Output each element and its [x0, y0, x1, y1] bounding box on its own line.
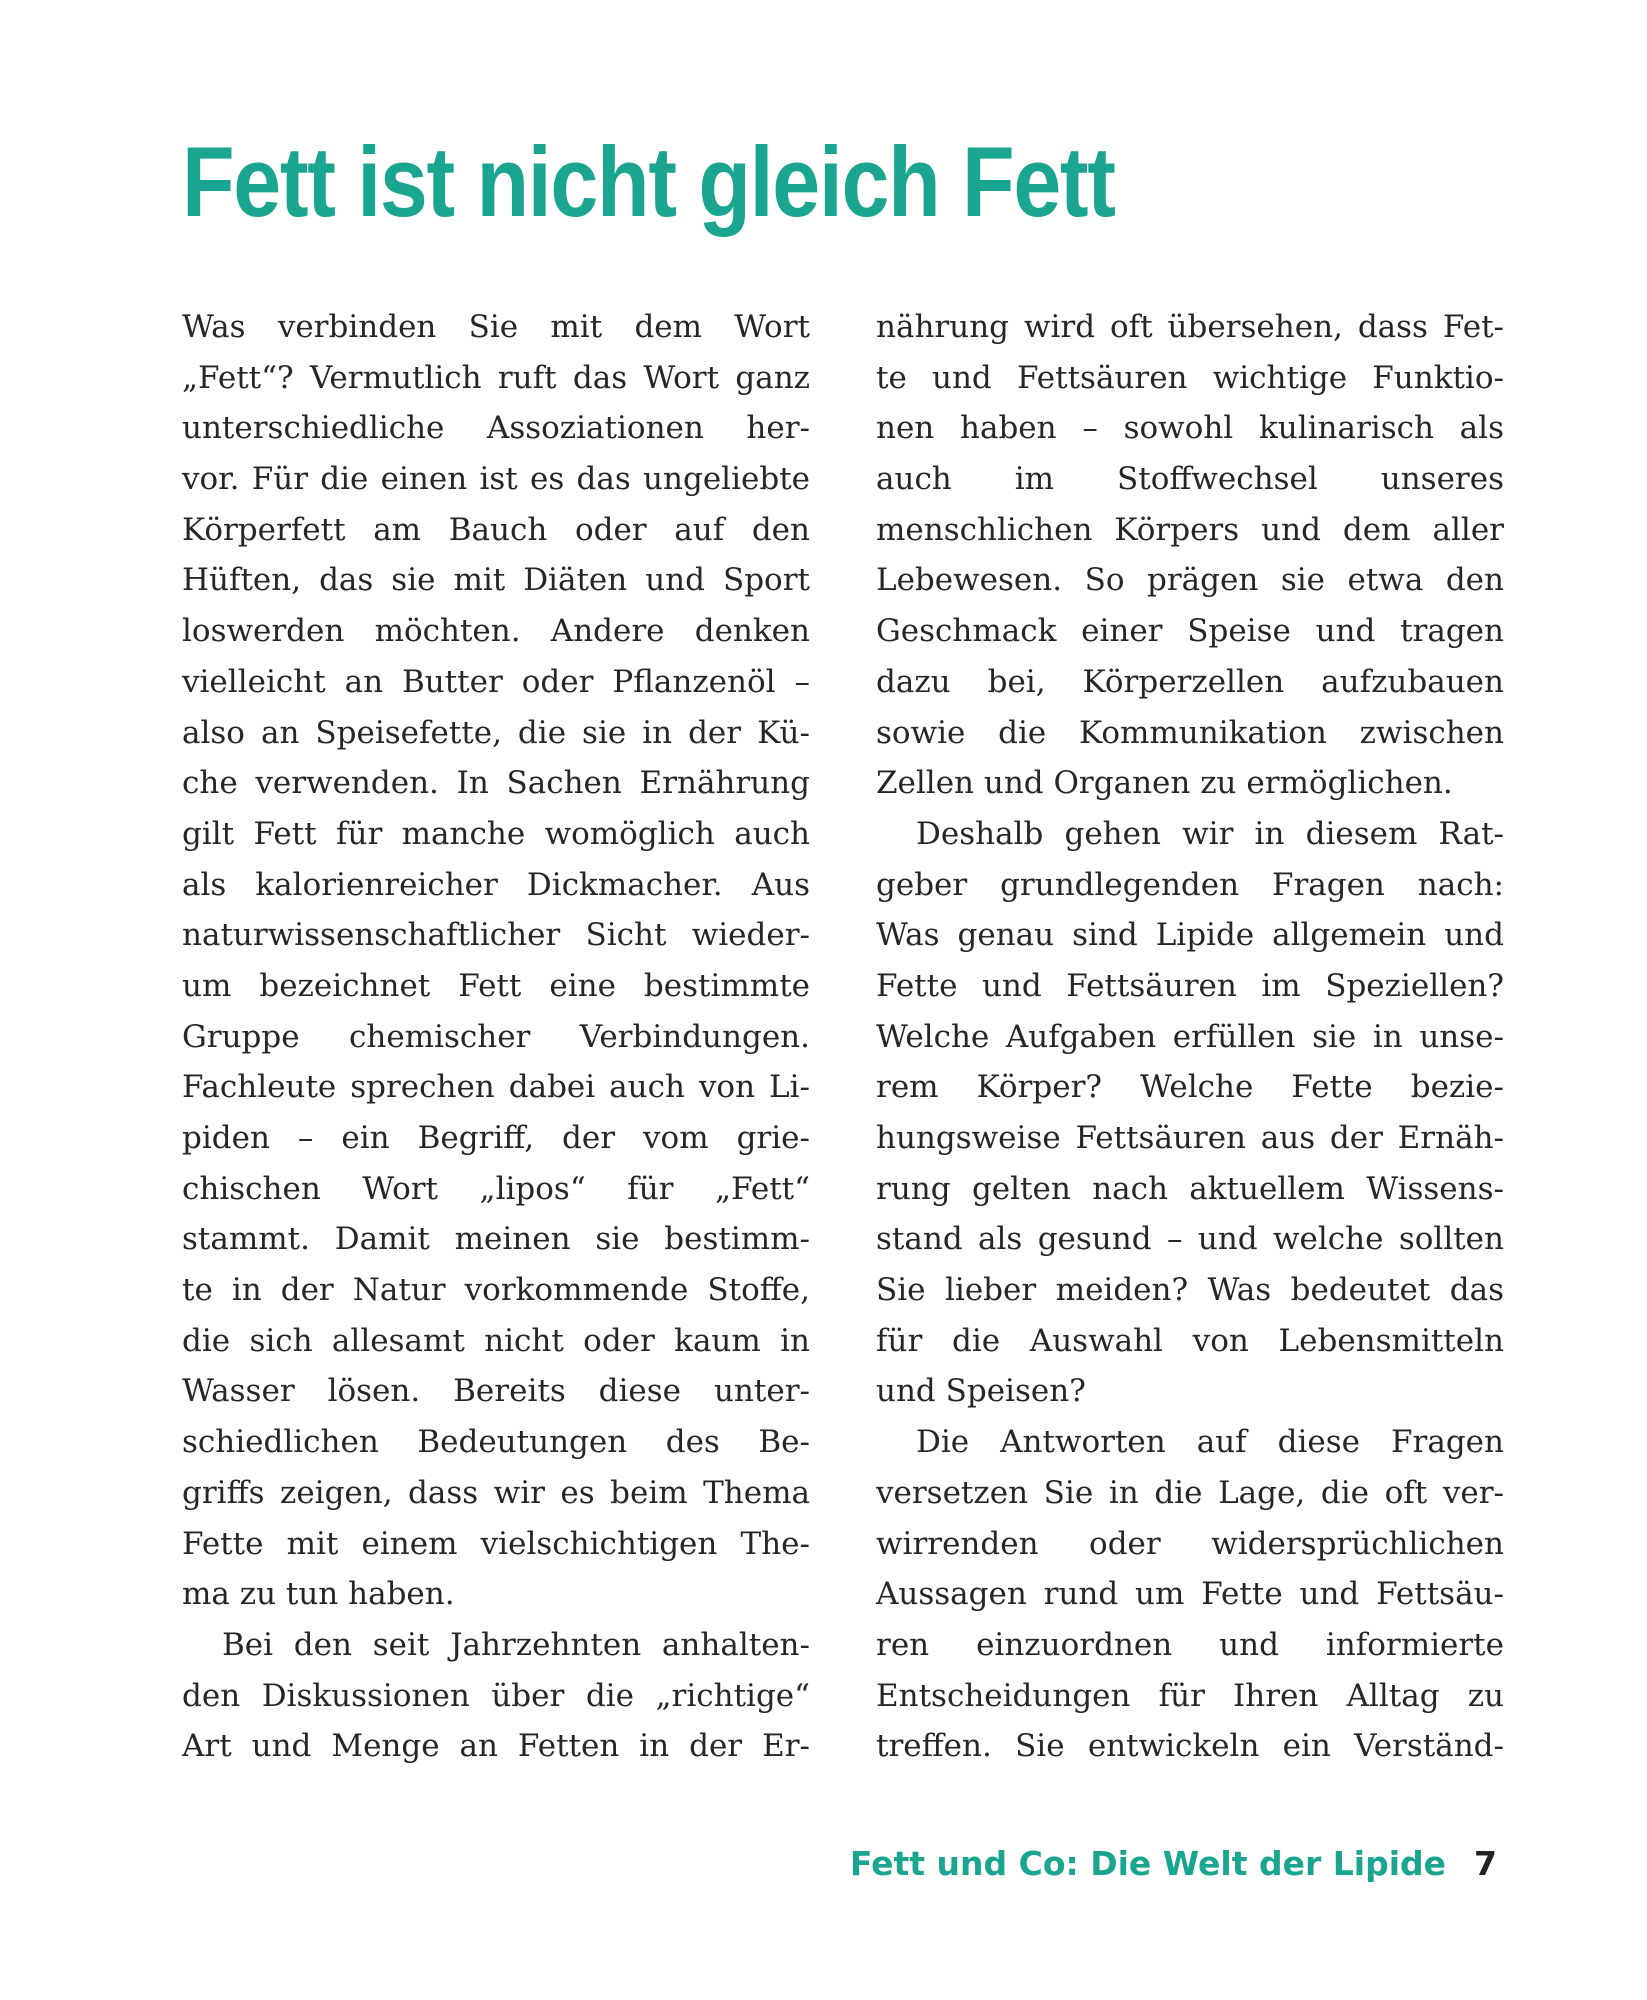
text-line: ma zu tun haben.	[182, 1576, 455, 1613]
text-line: den Diskussionen über die „richtige“	[182, 1677, 810, 1714]
text-line: also an Speisefette, die sie in der Kü-	[182, 714, 810, 751]
text-line: auch im Stoffwechsel unseres	[876, 461, 1504, 498]
text-line: Aussagen rund um Fette und Fettsäu-	[876, 1576, 1504, 1613]
text-line: Sie lieber meiden? Was bedeutet das	[876, 1272, 1504, 1309]
text-line: für die Auswahl von Lebensmitteln	[876, 1322, 1504, 1359]
text-column-right	[876, 302, 1504, 1772]
text-line: Was genau sind Lipide allgemein und	[876, 917, 1504, 954]
page-footer	[850, 1842, 1497, 1886]
text-line: che verwenden. In Sachen Ernährung	[182, 765, 810, 802]
text-line: Geschmack einer Speise und tragen	[876, 613, 1504, 650]
text-line: dazu bei, Körperzellen aufzubauen	[876, 663, 1504, 700]
text-line: Fette mit einem vielschichtigen The-	[182, 1525, 810, 1562]
text-line: Art und Menge an Fetten in der Er-	[182, 1728, 810, 1765]
text-line: Körperfett am Bauch oder auf den	[182, 511, 810, 548]
text-line: ren einzuordnen und informierte	[876, 1626, 1504, 1663]
text-line: menschlichen Körpers und dem aller	[876, 511, 1504, 548]
text-line: Welche Aufgaben erfüllen sie in unse-	[876, 1018, 1504, 1055]
text-line: Gruppe chemischer Verbindungen.	[182, 1018, 810, 1055]
text-line: piden – ein Begriff, der vom grie-	[182, 1120, 810, 1156]
text-line: Deshalb gehen wir in diesem Rat-	[916, 815, 1504, 852]
text-line: geber grundlegenden Fragen nach:	[876, 866, 1504, 903]
text-line: die sich allesamt nicht oder kaum in	[182, 1322, 810, 1359]
text-line: um bezeichnet Fett eine bestimmte	[182, 967, 810, 1004]
text-line: vor. Für die einen ist es das ungeliebte	[182, 461, 810, 498]
text-line: hungsweise Fettsäuren aus der Ernäh-	[876, 1120, 1504, 1156]
text-line: sowie die Kommunikation zwischen	[876, 714, 1504, 751]
text-line: te in der Natur vorkommende Stoffe,	[182, 1272, 810, 1309]
text-line: Hüften, das sie mit Diäten und Sport	[182, 562, 810, 599]
text-line: Bei den seit Jahrzehnten anhalten-	[222, 1626, 810, 1663]
text-line: griffs zeigen, dass wir es beim Thema	[182, 1474, 810, 1511]
text-line: unterschiedliche Assoziationen her-	[182, 410, 810, 447]
text-line: loswerden möchten. Andere denken	[182, 613, 810, 650]
text-column-left	[182, 302, 810, 1772]
text-line: nährung wird oft übersehen, dass Fet-	[876, 309, 1504, 345]
text-line: Wasser lösen. Bereits diese unter-	[182, 1373, 810, 1410]
text-line: Die Antworten auf diese Fragen	[916, 1424, 1504, 1461]
text-line: Fachleute sprechen dabei auch von Li-	[182, 1069, 810, 1106]
text-line: Was verbinden Sie mit dem Wort	[182, 309, 810, 345]
text-line: gilt Fett für manche womöglich auch	[182, 815, 810, 852]
text-line: Fette und Fettsäuren im Speziellen?	[876, 967, 1504, 1004]
text-line: te und Fettsäuren wichtige Funktio-	[876, 359, 1504, 396]
text-line: stammt. Damit meinen sie bestimm-	[182, 1221, 810, 1258]
text-line: treffen. Sie entwickeln ein Verständ-	[876, 1728, 1504, 1765]
text-line: und Speisen?	[876, 1373, 1086, 1410]
text-line: rung gelten nach aktuellem Wissens-	[876, 1170, 1504, 1207]
text-line: Zellen und Organen zu ermöglichen.	[876, 765, 1453, 802]
text-line: „Fett“? Vermutlich ruft das Wort ganz	[182, 359, 810, 396]
text-line: wirrenden oder widersprüchlichen	[876, 1525, 1504, 1562]
text-line: versetzen Sie in die Lage, die oft ver-	[876, 1474, 1504, 1511]
running-title: Fett und Co: Die Welt der Lipide	[849, 1844, 1447, 1883]
text-line: Lebewesen. So prägen sie etwa den	[876, 562, 1504, 599]
text-line: vielleicht an Butter oder Pflanzenöl –	[182, 663, 810, 700]
text-line: als kalorienreicher Dickmacher. Aus	[182, 866, 810, 903]
text-line: stand als gesund – und welche sollten	[876, 1221, 1504, 1258]
page-title: Fett ist nicht gleich Fett	[182, 126, 1115, 237]
text-line: naturwissenschaftlicher Sicht wieder-	[182, 917, 810, 954]
text-line: Entscheidungen für Ihren Alltag zu	[876, 1677, 1504, 1714]
text-line: rem Körper? Welche Fette bezie-	[876, 1069, 1504, 1106]
page-number: 7	[1474, 1844, 1497, 1883]
text-line: nen haben – sowohl kulinarisch als	[876, 410, 1504, 447]
text-line: chischen Wort „lipos“ für „Fett“	[182, 1170, 810, 1207]
text-line: schiedlichen Bedeutungen des Be-	[182, 1424, 810, 1461]
